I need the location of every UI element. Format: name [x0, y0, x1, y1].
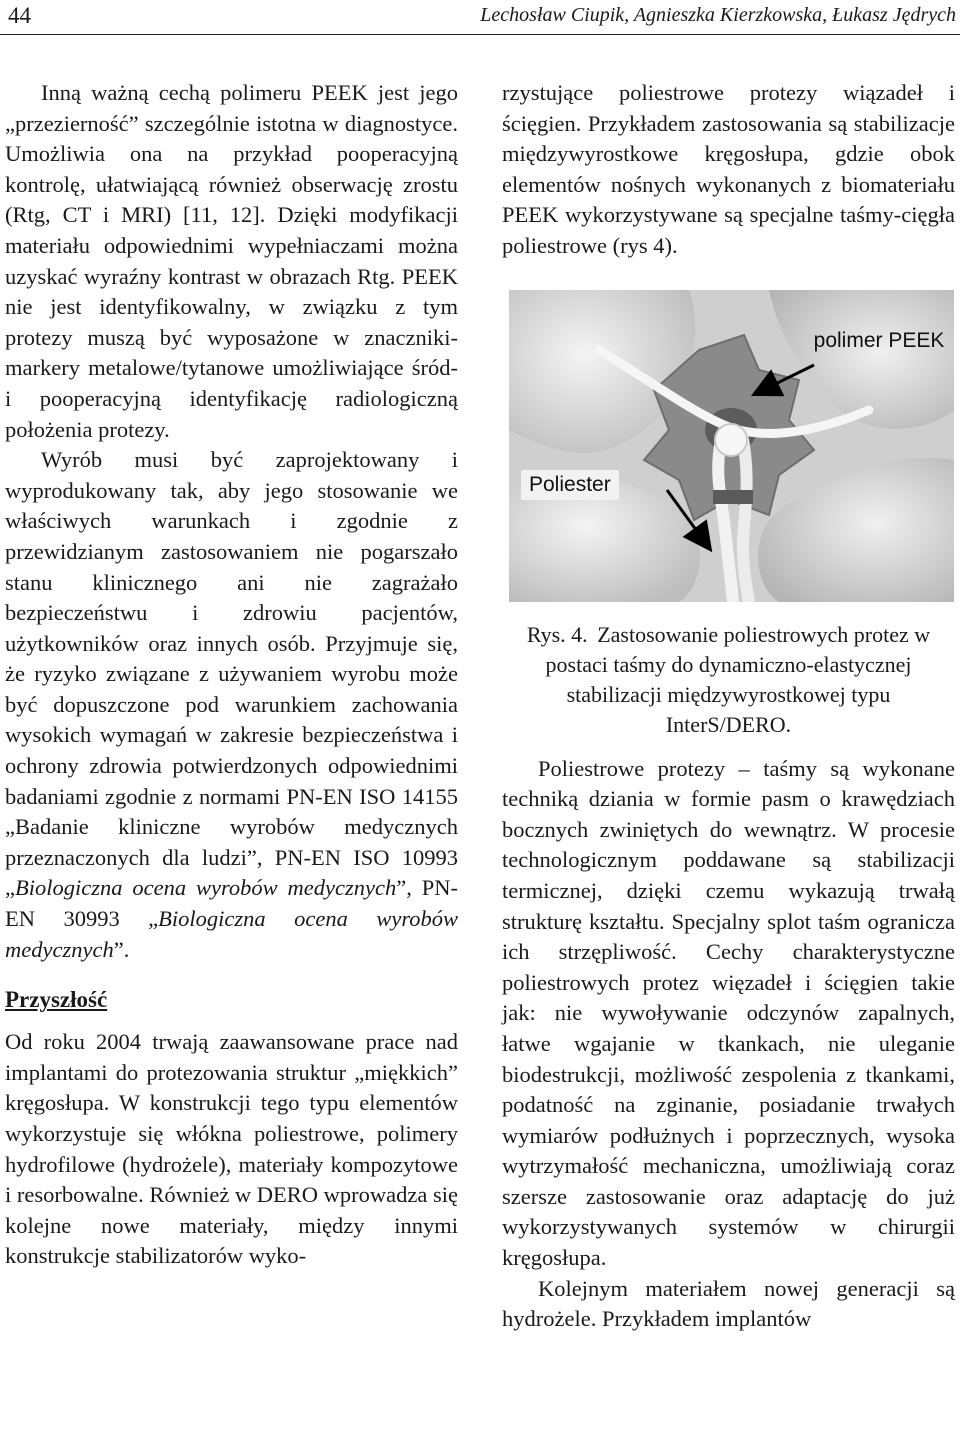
figure-4-photo: [509, 290, 954, 602]
polyester-band-lower-2: [741, 430, 749, 602]
marker-ring: [713, 490, 753, 504]
band-knot: [715, 424, 747, 456]
paragraph-text: Wyrób musi być zaprojektowany i wyprodukowany tak, aby jego stosowanie we właściwych warunkach i zgodnie z przewidzianym zastosowaniem nie pogarszało stanu klinicznego ani nie zagrażało bezpieczeństwu i zdrowiu pacjentów, użytkowników oraz innych osób. Przyjmuje się, że ryzyko związane z używaniem wyrobu może być dopuszczone pod warunkiem zachowania wysokich wymagań w zakresie bezpieczeństwa i ochrony zdrowia potwierdzonych odpowiednimi badaniami zgodnie z normami PN-EN ISO 14155 „Badanie kliniczne wyrobów medycznych przeznaczonych dla ludzi”, PN-EN ISO 10993 „: [5, 447, 458, 901]
right-column: [502, 78, 955, 1335]
paragraph-polyester-properties: Poliestrowe protezy – taśmy są wykonane techniką dziania w formie pasm o krawędziach bocznych zwiniętych do wewnątrz. W procesie technologicznym poddawane są stabilizacji termicznej, dzięki czemu wykazują trwałą strukturę kształtu. Specjalny splot taśm ogranicza ich strzępliwość. Cechy charakterystyczne poliestrowych protez więzadeł i ścięgien takie jak: nie wywoływanie odczynów zapalnych, łatwe wgajanie w tkankach, nie uleganie biodestrukcji, możliwość zespolenia z tkankami, podatność na zginanie, posiadanie trwałych wymiarów podłużnych i poprzecznych, wysoka wytrzymałość mechaniczna, umożliwiają coraz szersze zastosowanie oraz adaptację do już wykorzystywanych systemów w chirurgii kręgosłupa.: [502, 755, 955, 1271]
left-column: [5, 78, 458, 1272]
figure-label-poliester: Poliester: [521, 470, 619, 500]
caption-label: Rys. 4.: [526, 621, 588, 647]
paragraph-device-safety: [5, 445, 458, 965]
paragraph-hydrogels: Kolejnym materiałem nowej generacji są hydrożele. Przykładem implantów: [502, 1275, 955, 1332]
figure-4-caption: [502, 620, 955, 740]
section-heading-future: Przyszłość: [5, 987, 108, 1013]
caption-text: Zastosowanie poliestrowych protez w postaci taśmy do dynamiczno-elastycznej stabilizacji międzywyrostkowej typu InterS/DERO.: [545, 621, 931, 737]
paragraph-peek-transparency: Inną ważną cechą polimeru PEEK jest jego „przezierność” szczególnie istotna w diagnostyce. Umożliwia ona na przykład pooperacyjną kontrolę, ułatwiającą również obserwację zrostu (Rtg, CT i MRI) [11, 12]. Dzięki modyfikacji materiału odpowiednimi wypełniaczami można uzyskać wyraźny kontrast w obrazach Rtg. PEEK nie jest identyfikowalny, w związku z tym protezy muszą być wyposażone w znaczniki-markery metalowe/tytanowe umożliwiające śród- i pooperacyjną identyfikację radiologiczną położenia protezy.: [5, 80, 458, 442]
figure-label-peek: polimer PEEK: [813, 328, 945, 352]
running-head-authors: Lechosław Ciupik, Agnieszka Kierzkowska, Łukasz Jędrych: [480, 4, 956, 26]
paragraph-polyester-prostheses: rzystujące poliestrowe protezy wiązadeł i ścięgien. Przykładem zastosowania są stabilizacje międzywyrostkowe kręgosłupa, gdzie obok elementów nośnych wykonanych z biomateriału PEEK wykorzystywane są specjalne taśmy-cięgła poliestrowe (rys 4).: [502, 80, 955, 258]
italic-title: Biologiczna ocena wyrobów medycznych: [5, 906, 458, 962]
paragraph-text: ”.: [113, 936, 130, 962]
page-header: [0, 0, 960, 35]
paragraph-text: ”, PN-EN 30993 „: [5, 875, 458, 932]
paragraph-future-work: Od roku 2004 trwają zaawansowane prace nad implantami do protezowania struktur „miękkich” kręgosłupa. W konstrukcji tego typu elementów wykorzystuje się włókna poliestrowe, polimery hydrofilowe (hydrożele), materiały kompozytowe i resorbowalne. Również w DERO wprowadza się kolejne nowe materiały, między innymi konstrukcje stabilizatorów wyko-: [5, 1029, 458, 1269]
italic-title: Biologiczna ocena wyrobów medycznych: [15, 875, 397, 901]
page-number: 44: [8, 3, 31, 28]
